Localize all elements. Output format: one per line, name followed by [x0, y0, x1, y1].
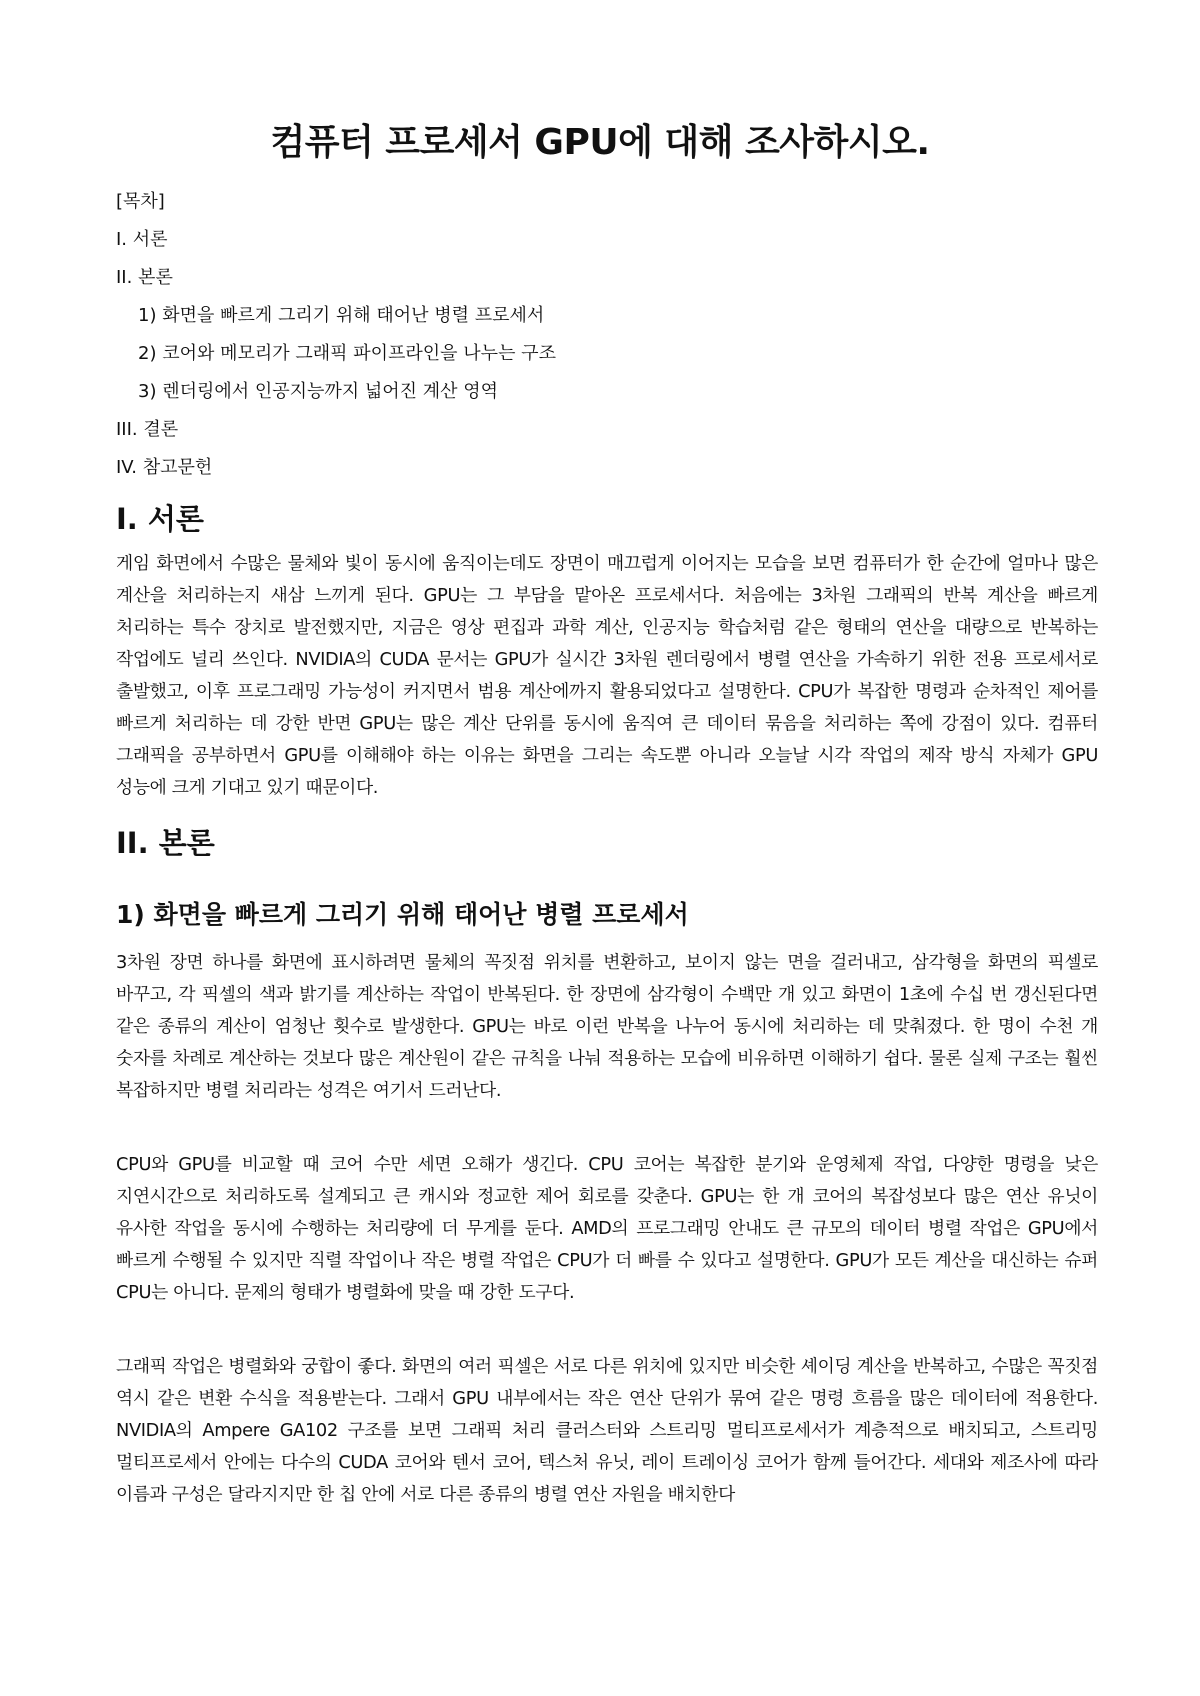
table-of-contents	[116, 189, 1096, 493]
body-paragraph-3: 그래픽 작업은 병렬화와 궁합이 좋다. 화면의 여러 픽셀은 서로 다른 위치에 있지만 비슷한 셰이딩 계산을 반복하고, 수많은 꼭짓점 역시 같은 변환 수식을 적용받는다. 그래서 GPU 내부에서는 작은 연산 단위가 묶여 같은 명령 흐름을 많은 데이터에 적용한다. NVIDIA의 Ampere GA102 구조를 보면 그래픽 처리 클러스터와 스트리밍 멀티프로세서가 계층적으로 배치되고, 스트리밍 멀티프로세서 안에는 다수의 CUDA 코어와 텐서 코어, 텍스처 유닛, 레이 트레이싱 코어가 함께 들어간다. 세대와 제조사에 따라 이름과 구성은 달라지지만 한 칩 안에 서로 다른 종류의 병렬 연산 자원을 배치한다	[116, 1356, 1098, 1505]
document-title: 컴퓨터 프로세서 GPU에 대해 조사하시오.	[270, 122, 930, 163]
body-paragraph-1: 3차원 장면 하나를 화면에 표시하려면 물체의 꼭짓점 위치를 변환하고, 보이지 않는 면을 걸러내고, 삼각형을 화면의 픽셀로 바꾸고, 각 픽셀의 색과 밝기를 계산하는 작업이 반복된다. 한 장면에 삼각형이 수백만 개 있고 화면이 1초에 수십 번 갱신된다면 같은 종류의 계산이 엄청난 횟수로 발생한다. GPU는 바로 이런 반복을 나누어 동시에 처리하는 데 맞춰졌다. 한 명이 수천 개 숫자를 차례로 계산하는 것보다 많은 계산원이 같은 규칙을 나눠 적용하는 모습에 비유하면 이해하기 쉽다. 물론 실제 구조는 훨씬 복잡하지만 병렬 처리라는 성격은 여기서 드러난다.	[116, 952, 1098, 1101]
toc-item-body-1: 1) 화면을 빠르게 그리기 위해 태어난 병렬 프로세서	[138, 305, 545, 326]
toc-item-references: IV. 참고문헌	[116, 457, 213, 478]
section-heading-body: II. 본론	[116, 826, 215, 860]
toc-label: [목차]	[116, 191, 165, 212]
toc-item-body: II. 본론	[116, 267, 173, 288]
toc-item-conclusion: III. 결론	[116, 419, 179, 440]
section-heading-intro: I. 서론	[116, 502, 204, 536]
toc-item-body-2: 2) 코어와 메모리가 그래픽 파이프라인을 나누는 구조	[138, 343, 556, 364]
intro-paragraph: 게임 화면에서 수많은 물체와 빛이 동시에 움직이는데도 장면이 매끄럽게 이어지는 모습을 보면 컴퓨터가 한 순간에 얼마나 많은 계산을 처리하는지 새삼 느끼게 된다. GPU는 그 부담을 맡아온 프로세서다. 처음에는 3차원 그래픽의 반복 계산을 빠르게 처리하는 특수 장치로 발전했지만, 지금은 영상 편집과 과학 계산, 인공지능 학습처럼 같은 형태의 연산을 대량으로 반복하는 작업에도 널리 쓰인다. NVIDIA의 CUDA 문서는 GPU가 실시간 3차원 렌더링에서 병렬 연산을 가속하기 위한 전용 프로세서로 출발했고, 이후 프로그래밍 가능성이 커지면서 범용 계산에까지 활용되었다고 설명한다. CPU가 복잡한 명령과 순차적인 제어를 빠르게 처리하는 데 강한 반면 GPU는 많은 계산 단위를 동시에 움직여 큰 데이터 묶음을 처리하는 쪽에 강점이 있다. 컴퓨터 그래픽을 공부하면서 GPU를 이해해야 하는 이유는 화면을 그리는 속도뿐 아니라 오늘날 시각 작업의 제작 방식 자체가 GPU 성능에 크게 기대고 있기 때문이다.	[116, 553, 1098, 798]
subsection-heading-1: 1) 화면을 빠르게 그리기 위해 태어난 병렬 프로세서	[116, 900, 689, 929]
toc-item-body-3: 3) 렌더링에서 인공지능까지 넓어진 계산 영역	[138, 381, 499, 402]
toc-item-intro: I. 서론	[116, 229, 168, 250]
body-paragraph-2: CPU와 GPU를 비교할 때 코어 수만 세면 오해가 생긴다. CPU 코어는 복잡한 분기와 운영체제 작업, 다양한 명령을 낮은 지연시간으로 처리하도록 설계되고 큰 캐시와 정교한 제어 회로를 갖춘다. GPU는 한 개 코어의 복잡성보다 많은 연산 유닛이 유사한 작업을 동시에 수행하는 처리량에 더 무게를 둔다. AMD의 프로그래밍 안내도 큰 규모의 데이터 병렬 작업은 GPU에서 빠르게 수행될 수 있지만 직렬 작업이나 작은 병렬 작업은 CPU가 더 빠를 수 있다고 설명한다. GPU가 모든 계산을 대신하는 슈퍼 CPU는 아니다. 문제의 형태가 병렬화에 맞을 때 강한 도구다.	[116, 1154, 1098, 1303]
